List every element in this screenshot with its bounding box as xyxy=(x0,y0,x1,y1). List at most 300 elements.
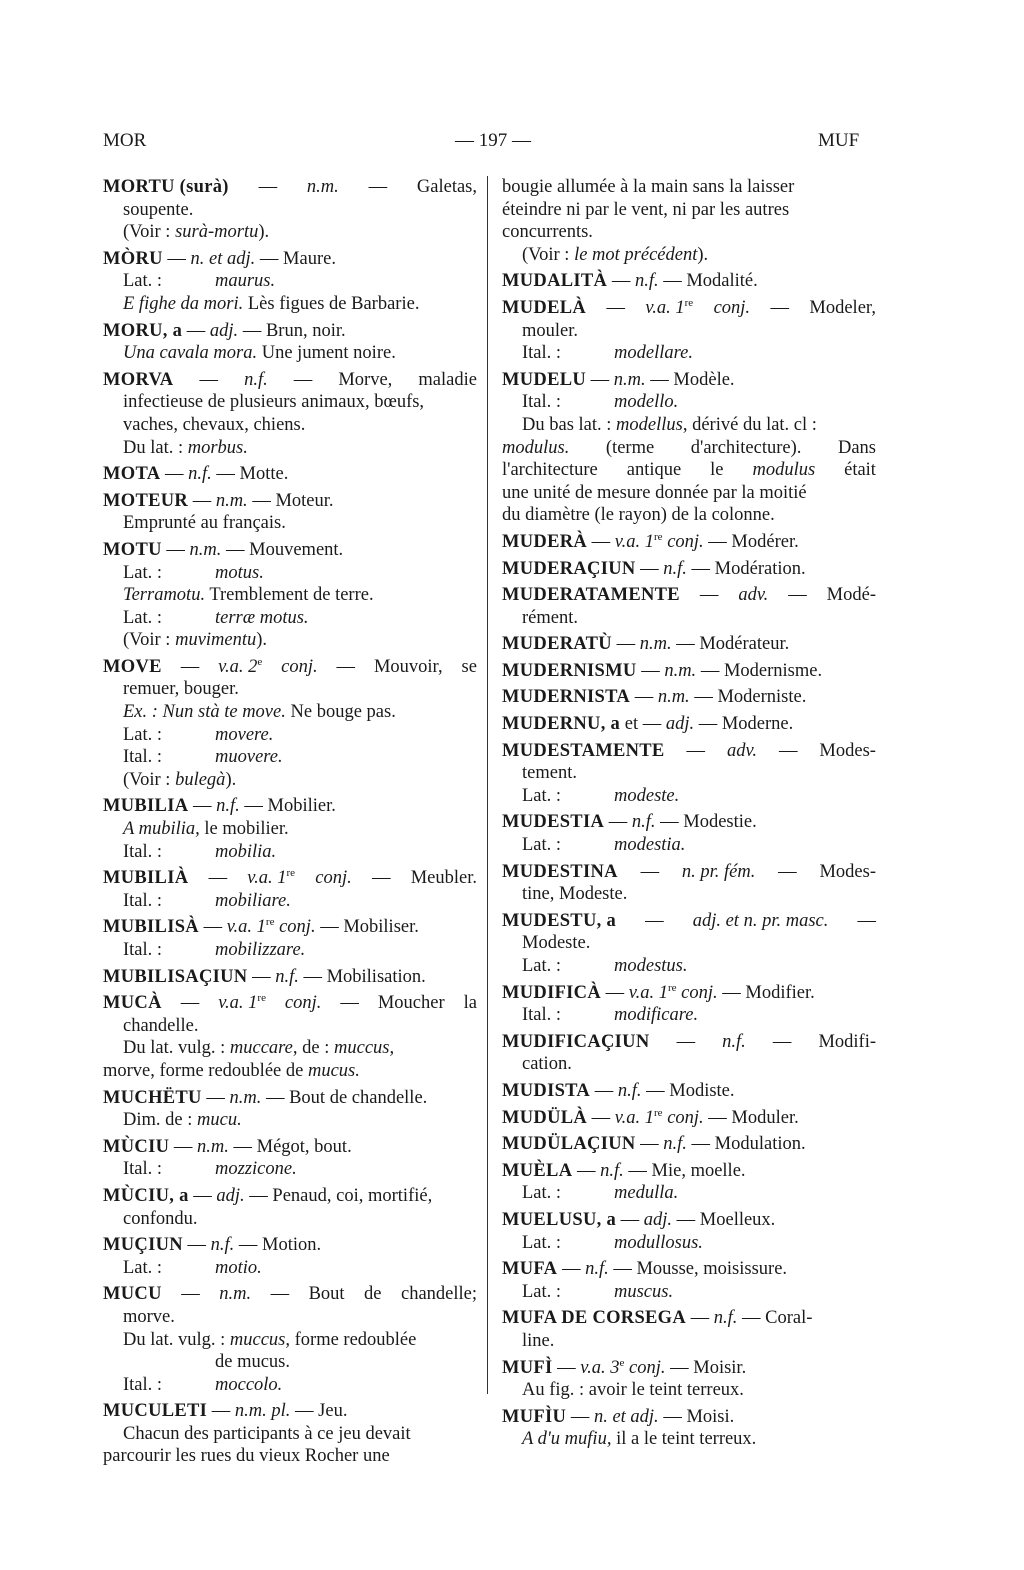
entry-muca xyxy=(103,992,477,1082)
italian-label: Ital. : xyxy=(123,940,163,960)
voir-target: le mot précédent xyxy=(574,244,698,265)
etymology: modeste. xyxy=(614,785,680,806)
headword: MORU, a xyxy=(103,320,183,341)
entry-moru-2 xyxy=(103,320,477,365)
dash: — xyxy=(293,369,313,390)
part-of-speech: v.a. 2 xyxy=(218,656,258,677)
superscript: re xyxy=(667,981,677,994)
part-of-speech: adv. xyxy=(727,740,757,761)
part-of-speech: n.f. xyxy=(210,1235,235,1256)
dash: — xyxy=(181,1284,200,1305)
dash: — xyxy=(188,490,216,511)
entry-mudela xyxy=(502,297,876,365)
headword: MUCÀ xyxy=(103,993,162,1014)
part-of-speech: n.f. xyxy=(634,271,659,292)
entry-muchetu xyxy=(103,1087,477,1132)
definition: Galetas, xyxy=(416,177,477,197)
part-of-speech: n.m. xyxy=(189,539,222,560)
superscript: re xyxy=(257,992,266,1005)
definition: Modeler, xyxy=(809,297,876,318)
entry-mudelu xyxy=(502,369,876,527)
part-of-speech: n.m. xyxy=(229,1087,262,1108)
definition: Morve, xyxy=(338,369,393,390)
dash: — xyxy=(198,917,227,938)
headword: MOVE xyxy=(103,656,162,677)
definition: Mouvoir, xyxy=(373,656,443,677)
part-of-speech: n.m. pl. xyxy=(234,1401,291,1422)
running-head-right: MUF xyxy=(818,130,860,151)
entry-mudestu xyxy=(502,910,876,978)
example: A mubilia, xyxy=(123,819,200,840)
definition-cont: éteindre ni par le vent, ni par les autres xyxy=(502,199,790,220)
definition: Modifi- xyxy=(818,1031,876,1052)
entry-mudalita xyxy=(502,270,876,293)
definition: — Mobilier. xyxy=(239,796,336,817)
headword: MUFA xyxy=(502,1259,558,1280)
entry-mudestina xyxy=(502,861,876,906)
headword: MÙCIU xyxy=(103,1136,170,1157)
definition-cont: soupente. xyxy=(123,199,194,220)
headword: MUFÌ xyxy=(502,1357,553,1378)
dash: — xyxy=(676,1031,696,1052)
dash: — xyxy=(169,1136,197,1157)
dash: — xyxy=(566,1406,594,1427)
part-of-speech: adj. xyxy=(643,1209,673,1230)
etymology-text: le xyxy=(710,460,724,481)
dash: — xyxy=(162,248,191,269)
etymology-label: Lat. : xyxy=(123,1257,163,1278)
definition-cont: remuer, bouger. xyxy=(123,679,239,700)
punct: ). xyxy=(225,769,237,790)
example-translation: le mobilier. xyxy=(199,819,289,840)
headword: MUDERÀ xyxy=(502,531,588,552)
definition: — Moderne. xyxy=(694,714,794,735)
italian-label: Ital. : xyxy=(522,1005,562,1026)
part-of-speech: n.f. xyxy=(216,796,240,817)
definition: — Jeu. xyxy=(290,1401,348,1422)
entry-mudestia xyxy=(502,811,876,856)
dash: — xyxy=(587,531,615,552)
headword: MUDESTINA xyxy=(502,861,618,882)
etymology-text: Dans xyxy=(837,437,876,458)
dash: — xyxy=(188,1185,217,1206)
definition-cont: Au fig. : avoir le teint terreux. xyxy=(522,1380,744,1401)
definition-cont: vaches, chevaux, chiens. xyxy=(123,414,306,435)
italian-label: Ital. : xyxy=(522,392,562,413)
etymology-label: Lat. : xyxy=(123,724,163,745)
headword: MUDERATAMENTE xyxy=(502,585,680,606)
definition-cont: bougie allumée à la main sans la laisser xyxy=(502,177,795,197)
entry-muelusu xyxy=(502,1209,876,1254)
definition: — Mousse, moisissure. xyxy=(608,1259,788,1280)
dash: — xyxy=(590,1080,618,1101)
definition-cont: cation. xyxy=(522,1054,572,1075)
conjugation: conj. xyxy=(662,1107,704,1128)
entry-mubilisa xyxy=(103,916,477,961)
entry-mudernista xyxy=(502,686,876,709)
cross-reference xyxy=(103,221,477,244)
headword: MUDESTIA xyxy=(502,812,605,833)
dash: — xyxy=(778,740,798,761)
diminutive-of: mucu. xyxy=(197,1110,242,1131)
definition: — Mobilisation. xyxy=(298,966,426,987)
entry-mudifica xyxy=(502,982,876,1027)
left-column xyxy=(103,176,477,1472)
headword: MUDELU xyxy=(502,369,587,390)
entry-muela xyxy=(502,1160,876,1205)
definition: — Mie, moelle. xyxy=(623,1160,746,1181)
example: Terramotu. xyxy=(123,585,206,606)
headword: MUDIFICAÇIUN xyxy=(502,1031,650,1052)
superscript: re xyxy=(286,867,296,880)
part-of-speech: v.a. 1 xyxy=(614,1107,655,1128)
conjugation: conj. xyxy=(624,1357,666,1378)
etymology: muscus. xyxy=(614,1281,674,1302)
definition: — Mouvement. xyxy=(221,539,344,560)
entry-mufa-de-corsega xyxy=(502,1307,876,1352)
part-of-speech: n.m. xyxy=(219,1284,252,1305)
headword: MUDERNISTA xyxy=(502,687,631,708)
entry-moteur xyxy=(103,490,477,535)
part-of-speech: n. et adj. xyxy=(593,1406,659,1427)
etymology: motio. xyxy=(215,1257,262,1278)
definition: — Modulation. xyxy=(686,1134,806,1155)
conjugation: conj. xyxy=(676,982,718,1003)
definition: Bout xyxy=(308,1284,345,1305)
dash: — xyxy=(770,297,789,318)
headword: MUFÌU xyxy=(502,1406,567,1427)
headword: MUDERATÙ xyxy=(502,634,612,655)
entry-muculeti xyxy=(103,1400,477,1468)
headword: MUDERNU, a xyxy=(502,714,621,735)
dash: — xyxy=(645,910,664,931)
definition: — Modérer. xyxy=(703,531,799,552)
example: Una cavala mora. xyxy=(123,343,258,364)
etymology-label: Du lat. : xyxy=(123,437,188,458)
part-of-speech: n.f. xyxy=(188,464,212,485)
definition: — Mobiliser. xyxy=(315,917,419,938)
dash: — xyxy=(586,369,614,390)
part-of-speech: n.f. xyxy=(244,369,268,390)
headword: MUÈLA xyxy=(502,1160,573,1181)
part-of-speech: n.m. xyxy=(215,490,248,511)
dash: — xyxy=(616,1209,644,1230)
headword: MOTU xyxy=(103,539,162,560)
entry-mudernu xyxy=(502,713,876,736)
part-of-speech: v.a. 1 xyxy=(628,982,668,1003)
etymology-label: Du lat. vulg. : xyxy=(123,1329,230,1350)
etymology: terræ motus. xyxy=(215,607,309,628)
headword: MUDIFICÀ xyxy=(502,982,602,1003)
etymology-text: était xyxy=(844,460,876,481)
superscript: e xyxy=(619,1356,625,1369)
part-of-speech: v.a. 1 xyxy=(218,993,258,1014)
part-of-speech: n.f. xyxy=(275,966,299,987)
definition: — Moteur. xyxy=(247,490,334,511)
dash: — xyxy=(258,177,278,197)
part-of-speech: n.m. xyxy=(306,177,339,197)
italian: modello. xyxy=(614,392,679,413)
dash: — xyxy=(552,1357,581,1378)
definition: — Modalité. xyxy=(658,271,758,292)
dash: — xyxy=(161,539,190,560)
entry-mortu xyxy=(103,176,477,244)
voir-label: (Voir : xyxy=(522,244,575,265)
superscript: re xyxy=(265,916,275,929)
definition: — Modèle. xyxy=(645,369,735,390)
part-of-speech: adj. xyxy=(665,714,695,735)
dash: — xyxy=(371,868,391,889)
dash: — xyxy=(636,660,665,681)
etymology-text: l'architecture xyxy=(502,460,598,481)
part-of-speech: n.f. xyxy=(617,1080,642,1101)
entry-muciu-noun xyxy=(103,1136,477,1181)
column-divider xyxy=(487,176,488,1394)
etymology-text: forme redoublée xyxy=(290,1329,417,1350)
dash: — xyxy=(630,687,658,708)
dash: — xyxy=(572,1160,601,1181)
entry-morva xyxy=(103,369,477,459)
etymology: muccus, xyxy=(334,1038,395,1059)
entry-muderatu xyxy=(502,633,876,656)
etymology-label: Lat. : xyxy=(522,956,562,976)
etymology-label: Lat. : xyxy=(123,607,163,628)
dash: — xyxy=(180,993,200,1014)
definition: — Modération. xyxy=(686,558,806,579)
part-of-speech: n.m. xyxy=(639,634,672,655)
etymology-text: antique xyxy=(626,460,682,481)
part-of-speech: v.a. 1 xyxy=(614,531,655,552)
dash: — xyxy=(587,1107,615,1128)
definition-cont: confondu. xyxy=(123,1208,198,1229)
dash: — xyxy=(635,558,664,579)
etymology-label: Lat. : xyxy=(123,271,163,292)
dash: — xyxy=(699,585,719,606)
definition-cont: mouler. xyxy=(522,320,579,341)
part-of-speech: n. pr. fém. xyxy=(681,861,756,882)
etymology-text: (terme xyxy=(605,437,655,458)
definition: — Moelleux. xyxy=(672,1209,776,1230)
part-of-speech: n.m. xyxy=(197,1136,229,1157)
etymology: morbus. xyxy=(187,437,248,458)
dash: — xyxy=(607,271,635,292)
dash: et — xyxy=(620,714,666,735)
dash: — xyxy=(686,740,706,761)
dash: — xyxy=(336,656,356,677)
part-of-speech: n.m. xyxy=(613,369,646,390)
definition-cont: tine, Modeste. xyxy=(522,884,628,905)
entry-muderaciun xyxy=(502,558,876,581)
conjugation: conj. xyxy=(662,531,704,552)
headword: MUDERAÇIUN xyxy=(502,558,636,579)
definition: — Motion. xyxy=(234,1235,322,1256)
part-of-speech: n.f. xyxy=(600,1160,624,1181)
dash: — xyxy=(686,1308,714,1329)
conjugation: conj. xyxy=(713,297,751,318)
italian-label: Ital. : xyxy=(522,343,562,364)
headword: MUFA DE CORSEGA xyxy=(502,1308,687,1329)
etymology-text: du diamètre (le rayon) de la colonne. xyxy=(502,505,775,526)
superscript: e xyxy=(257,655,263,668)
italian: mobilizzare. xyxy=(215,940,306,960)
definition: Moucher xyxy=(377,993,445,1014)
superscript: re xyxy=(654,1106,663,1119)
part-of-speech: v.a. 1 xyxy=(247,868,287,889)
definition: Modeste. xyxy=(522,933,591,954)
etymology-label: Lat. : xyxy=(522,1281,562,1302)
italian-label: Ital. : xyxy=(123,841,163,862)
headword: MUDELÀ xyxy=(502,297,587,318)
etymology: muccus, xyxy=(229,1329,290,1350)
definition: Meubler. xyxy=(410,868,477,889)
definition: de xyxy=(364,1284,382,1305)
dash: — xyxy=(208,868,228,889)
definition: — Modiste. xyxy=(641,1080,735,1101)
definition: — Modestie. xyxy=(655,812,757,833)
example: A d'u mufiu, xyxy=(522,1429,612,1450)
definition: — Penaud, coi, mortifié, xyxy=(244,1185,433,1206)
headword: MOTEUR xyxy=(103,490,189,511)
etymology-text: de mucus. xyxy=(215,1352,291,1373)
entry-mudula xyxy=(502,1107,876,1130)
entry-motu xyxy=(103,539,477,652)
etymology: motus. xyxy=(215,562,264,583)
entry-mubilia-verb xyxy=(103,867,477,912)
etymology-label: Lat. : xyxy=(522,835,562,856)
entry-mubilisaciun xyxy=(103,966,477,989)
etymology-text: , dérivé du lat. cl : xyxy=(682,414,817,435)
page-number: — 197 — xyxy=(455,130,531,151)
dash: — xyxy=(180,656,200,677)
right-column xyxy=(502,176,876,1455)
dash: — xyxy=(778,861,797,882)
headword: MUBILISÀ xyxy=(103,917,199,938)
definition-cont: rément. xyxy=(522,607,578,628)
example-translation: il a le teint terreux. xyxy=(611,1429,757,1450)
headword: MUCU xyxy=(103,1284,162,1305)
etymology-label: Lat. : xyxy=(522,785,562,806)
part-of-speech: n.f. xyxy=(713,1308,738,1329)
italian: moccolo. xyxy=(215,1374,283,1395)
dash: — xyxy=(772,1031,792,1052)
dash: — xyxy=(270,1284,290,1305)
etymology: modestus. xyxy=(614,956,688,976)
definition: Modes- xyxy=(819,861,876,882)
etymology: Emprunté au français. xyxy=(123,513,286,534)
entry-move xyxy=(103,656,477,792)
definition: — Mégot, bout. xyxy=(228,1136,352,1157)
definition: Modé- xyxy=(826,585,876,606)
definition-cont: parcourir les rues du vieux Rocher une xyxy=(103,1446,390,1467)
italian: muovere. xyxy=(215,747,283,768)
entry-mucu xyxy=(103,1283,477,1396)
italian-label: Ital. : xyxy=(123,890,163,911)
dash: — xyxy=(182,320,210,341)
definition-cont: infectieuse de plusieurs animaux, bœufs, xyxy=(123,392,425,413)
etymology: movere. xyxy=(215,724,274,745)
punct: ). xyxy=(697,244,709,265)
part-of-speech: n.f. xyxy=(663,1134,687,1155)
etymology-label: Lat. : xyxy=(522,1183,562,1204)
example-translation: Ne bouge pas. xyxy=(285,702,396,723)
part-of-speech: v.a. 3 xyxy=(580,1357,620,1378)
entry-moru-1 xyxy=(103,248,477,316)
definition-cont: concurrents. xyxy=(502,222,593,243)
part-of-speech: adj. et n. pr. masc. xyxy=(692,910,829,931)
etymology: medulla. xyxy=(614,1183,679,1204)
etymology-text: morve, forme redoublée de xyxy=(103,1060,308,1081)
part-of-speech: n.f. xyxy=(585,1259,609,1280)
entry-mota xyxy=(103,463,477,486)
etymology: modulus. xyxy=(502,437,570,458)
dash: — xyxy=(788,585,807,606)
headword: MORVA xyxy=(103,369,174,390)
italian: mozzicone. xyxy=(215,1159,297,1180)
entry-mufiu xyxy=(502,1406,876,1451)
part-of-speech: n.m. xyxy=(657,687,690,708)
dash: — xyxy=(201,1087,230,1108)
dash: — xyxy=(160,464,189,485)
dash: — xyxy=(635,1134,664,1155)
definition: Modes- xyxy=(819,740,876,761)
italian: mobiliare. xyxy=(215,890,291,911)
entry-mufi xyxy=(502,1357,876,1402)
definition: la xyxy=(463,993,477,1014)
etymology-label: Du bas lat. : xyxy=(522,414,617,435)
dash: — xyxy=(640,861,660,882)
definition: — Motte. xyxy=(211,464,289,485)
entry-muderatamente xyxy=(502,584,876,629)
entry-mubilia xyxy=(103,795,477,863)
dash: — xyxy=(604,812,632,833)
italian: mobilia. xyxy=(215,841,277,862)
entry-muciu-adj xyxy=(103,1185,477,1230)
etymology-label: Du lat. vulg. : xyxy=(123,1038,230,1059)
etymology-text: d'architecture). xyxy=(690,437,802,458)
dash: — xyxy=(188,796,217,817)
dash: — xyxy=(182,1235,211,1256)
voir-label: (Voir : xyxy=(123,222,176,243)
example: E fighe da mori. xyxy=(123,293,244,314)
definition-cont: morve. xyxy=(123,1306,175,1327)
part-of-speech: n.m. xyxy=(664,660,697,681)
conjugation: conj. xyxy=(281,656,318,677)
italian: modificare. xyxy=(614,1005,699,1026)
diminutive-label: Dim. de : xyxy=(123,1110,197,1131)
example-translation: Une jument noire. xyxy=(257,343,396,364)
entry-mudestamente xyxy=(502,740,876,808)
part-of-speech: v.a. 1 xyxy=(645,297,685,318)
dash: — xyxy=(247,966,276,987)
part-of-speech: adj. xyxy=(209,320,239,341)
voir-target: surà-mortu xyxy=(175,222,259,243)
entry-muculeti-continued xyxy=(502,176,876,266)
entry-mudificaciun xyxy=(502,1031,876,1076)
dash: — xyxy=(340,993,359,1014)
conjugation: conj. xyxy=(274,917,316,938)
headword: MUELUSU, a xyxy=(502,1209,617,1230)
headword: MUCULETI xyxy=(103,1401,208,1422)
definition: se xyxy=(461,656,477,677)
headword: MÒRU xyxy=(103,248,163,269)
headword: MUÇIUN xyxy=(103,1235,183,1256)
conjugation: conj. xyxy=(284,993,322,1014)
definition-cont: tement. xyxy=(522,763,577,784)
example-translation: Tremblement de terre. xyxy=(205,585,374,606)
headword: MUBILIA xyxy=(103,796,189,817)
headword: MORTU (surà) xyxy=(103,177,229,197)
example-translation: Lès figues de Barbarie. xyxy=(243,293,420,314)
